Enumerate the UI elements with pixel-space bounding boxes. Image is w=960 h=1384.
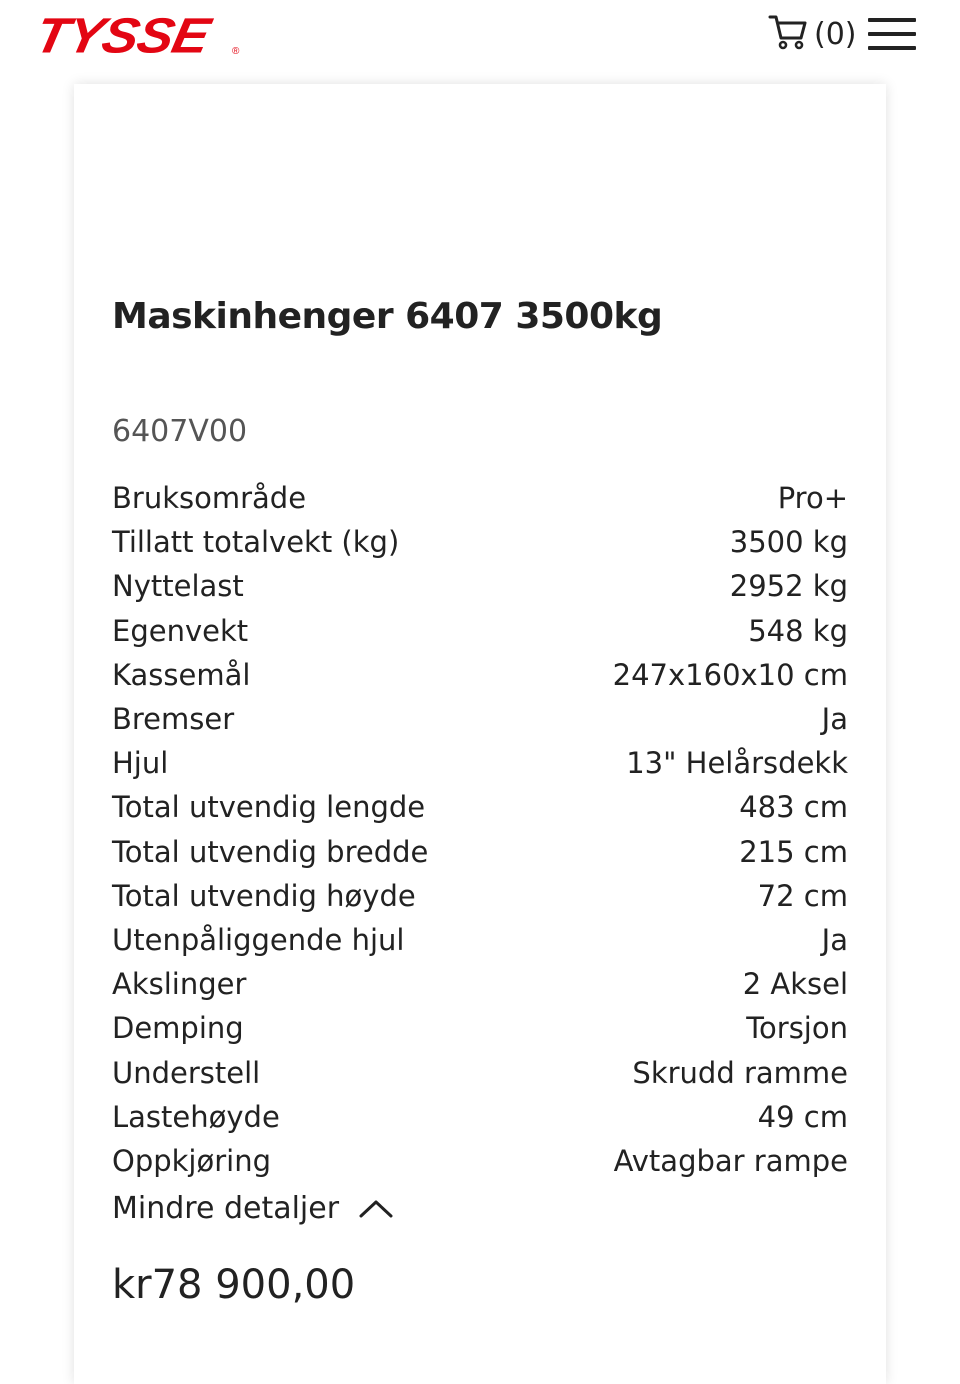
spec-label: Oppkjøring (112, 1143, 272, 1178)
spec-label: Nyttelast (112, 569, 244, 604)
spec-row (112, 609, 848, 653)
spec-value: Torsjon (746, 1011, 848, 1046)
spec-row (112, 741, 848, 785)
toggle-label: Mindre detaljer (112, 1190, 340, 1226)
spec-value: 3500 kg (729, 525, 848, 560)
cart-button[interactable] (768, 14, 857, 54)
product-price: kr78 900,00 (112, 1262, 356, 1308)
spec-row (112, 962, 848, 1006)
spec-row (112, 476, 848, 520)
spec-row (112, 830, 848, 874)
spec-value: Ja (821, 922, 848, 957)
spec-label: Understell (112, 1055, 261, 1090)
spec-label: Egenvekt (112, 613, 249, 648)
spec-table (112, 476, 848, 1183)
spec-value: 548 kg (748, 613, 848, 648)
spec-value: Skrudd ramme (632, 1055, 848, 1090)
spec-label: Lastehøyde (112, 1099, 280, 1134)
spec-label: Kassemål (112, 657, 251, 692)
spec-value: 247x160x10 cm (612, 657, 848, 692)
spec-label: Bruksområde (112, 481, 307, 516)
spec-label: Hjul (112, 746, 169, 781)
spec-value: Ja (821, 702, 848, 737)
spec-value: 483 cm (739, 790, 848, 825)
product-sku: 6407V00 (112, 414, 248, 449)
site-header (0, 0, 960, 84)
spec-value: 2 Aksel (742, 967, 848, 1002)
spec-row (112, 1095, 848, 1139)
spec-value: 215 cm (739, 834, 848, 869)
spec-row (112, 1006, 848, 1050)
spec-value: 2952 kg (729, 569, 848, 604)
cart-count: (0) (814, 16, 857, 52)
spec-row (112, 874, 848, 918)
spec-row (112, 653, 848, 697)
spec-label: Demping (112, 1011, 244, 1046)
hamburger-menu-icon[interactable] (868, 16, 916, 52)
spec-row (112, 918, 848, 962)
cart-icon (768, 13, 808, 55)
spec-value: Pro+ (777, 481, 848, 516)
less-details-toggle[interactable] (112, 1186, 393, 1230)
product-title: Maskinhenger 6407 3500kg (112, 296, 663, 337)
registered-mark: ® (232, 46, 240, 57)
spec-value: 13" Helårsdekk (626, 746, 848, 781)
spec-row (112, 1139, 848, 1183)
spec-label: Utenpåliggende hjul (112, 922, 405, 957)
spec-label: Tillatt totalvekt (kg) (112, 525, 400, 560)
tysse-logo[interactable]: TYSSE (30, 8, 214, 64)
spec-label: Total utvendig lengde (112, 790, 426, 825)
spec-row (112, 564, 848, 608)
spec-label: Bremser (112, 702, 235, 737)
spec-row (112, 697, 848, 741)
spec-value: 49 cm (757, 1099, 848, 1134)
spec-value: Avtagbar rampe (613, 1143, 848, 1178)
chevron-up-icon (359, 1191, 393, 1226)
spec-label: Total utvendig høyde (112, 878, 416, 913)
spec-value: 72 cm (757, 878, 848, 913)
spec-row (112, 1050, 848, 1094)
spec-row (112, 785, 848, 829)
spec-row (112, 520, 848, 564)
spec-label: Akslinger (112, 967, 247, 1002)
spec-label: Total utvendig bredde (112, 834, 429, 869)
